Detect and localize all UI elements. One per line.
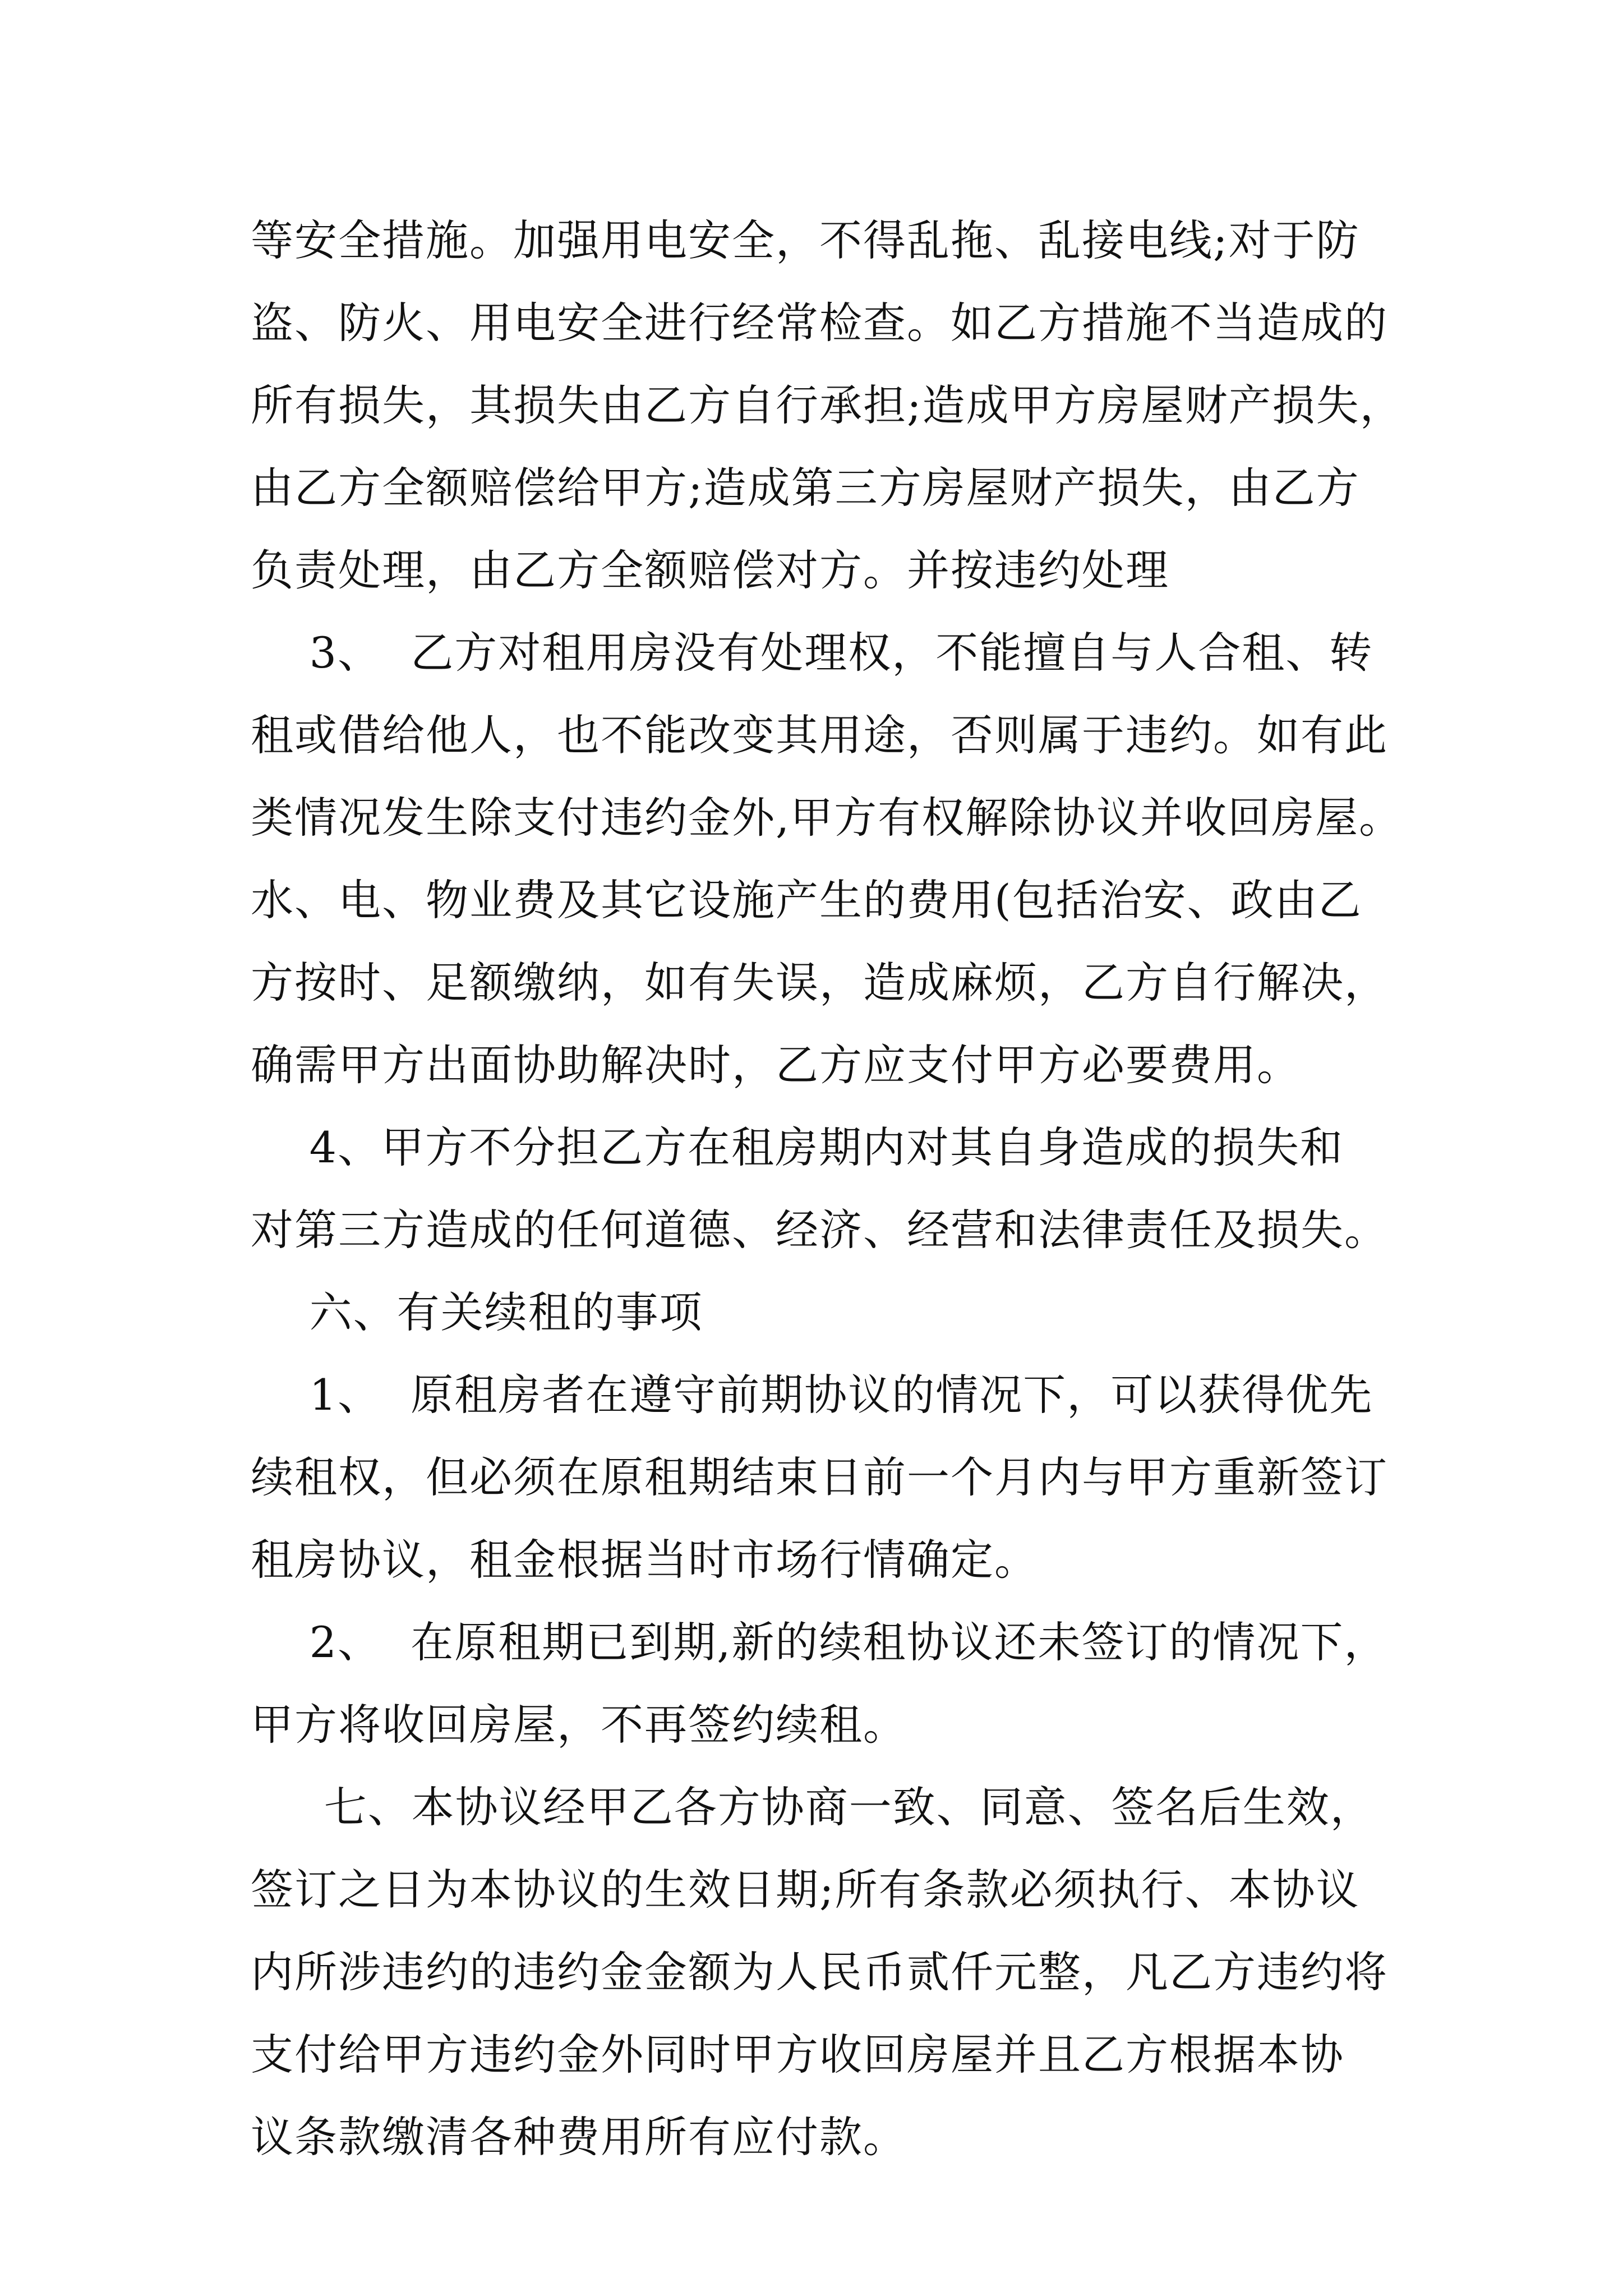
text-line: 签订之日为本协议的生效日期;所有条款必须执行、本协议 [251,1865,1360,1915]
text-line: 支付给甲方违约金外同时甲方收回房屋并且乙方根据本协 [251,2030,1344,2079]
text-line: 续租权，但必须在原租期结束日前一个月内与甲方重新签订 [251,1452,1388,1502]
text-line: 4、甲方不分担乙方在租房期内对其自身造成的损失和 [251,1122,1344,1172]
text-line: 3、 乙方对租用房没有处理权，不能擅自与人合租、转 [251,628,1373,678]
text-line: 内所涉违约的违约金金额为人民币贰仟元整，凡乙方违约将 [251,1947,1388,1997]
text-line: 类情况发生除支付违约金外,甲方有权解除协议并收回房屋。 [251,793,1403,843]
text-line: 等安全措施。加强用电安全，不得乱拖、乱接电线;对于防 [251,215,1360,265]
text-line: 租房协议，租金根据当时市场行情确定。 [251,1535,1038,1585]
text-line: 租或借给他人，也不能改变其用途，否则属于违约。如有此 [251,710,1388,760]
contract-text-body [251,199,1404,2178]
text-line: 七、本协议经甲乙各方协商一致、同意、签名后生效， [251,1782,1374,1832]
text-line: 议条款缴清各种费用所有应付款。 [251,2112,907,2162]
text-line: 1、 原租房者在遵守前期协议的情况下，可以获得优先 [251,1370,1373,1420]
text-line: 对第三方造成的任何道德、经济、经营和法律责任及损失。 [251,1205,1388,1255]
text-line: 方按时、足额缴纳，如有失误，造成麻烦，乙方自行解决， [251,958,1388,1007]
text-line: 水、电、物业费及其它设施产生的费用(包括治安、政由乙 [251,875,1362,925]
text-line: 2、 在原租期已到期,新的续租协议还未签订的情况下， [251,1617,1388,1667]
section-heading: 六、有关续租的事项 [251,1287,703,1337]
text-line: 盗、防火、用电安全进行经常检查。如乙方措施不当造成的 [251,298,1388,348]
text-line: 由乙方全额赔偿给甲方;造成第三方房屋财产损失，由乙方 [251,463,1360,513]
text-line: 甲方将收回房屋，不再签约续租。 [251,1700,907,1750]
text-line: 负责处理，由乙方全额赔偿对方。并按违约处理 [251,545,1169,595]
text-line: 所有损失，其损失由乙方自行承担;造成甲方房屋财产损失， [251,380,1404,430]
text-line: 确需甲方出面协助解决时，乙方应支付甲方必要费用。 [251,1040,1301,1090]
